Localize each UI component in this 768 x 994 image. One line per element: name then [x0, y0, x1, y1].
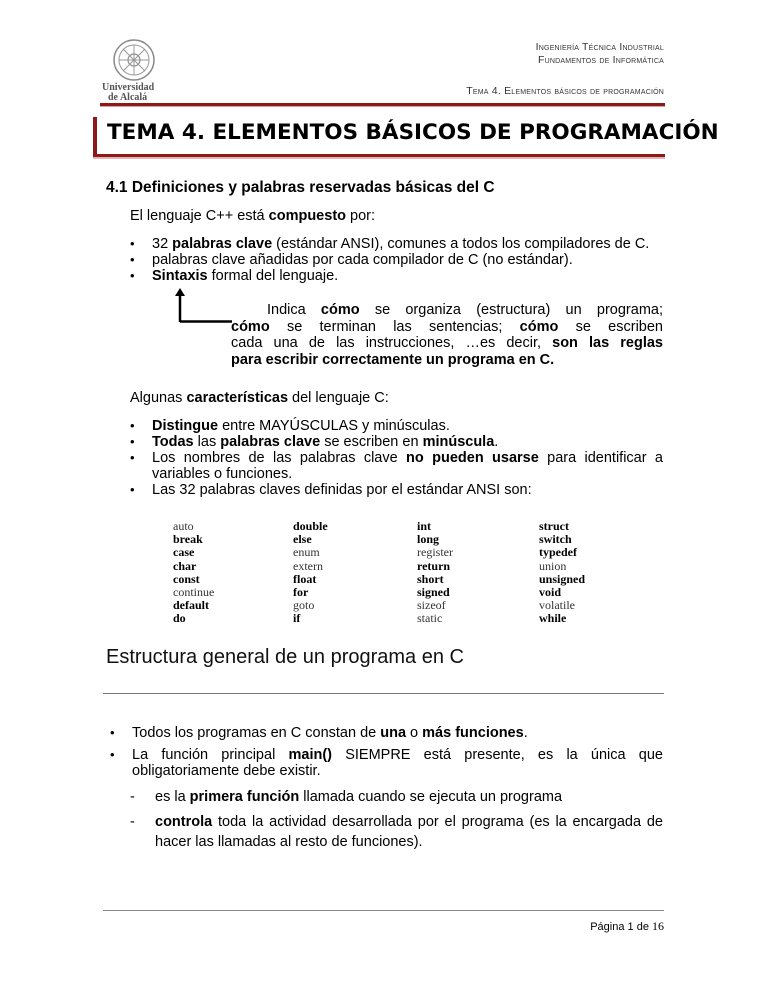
text: se organiza (estructura) un programa; [359, 302, 663, 318]
text: cada una de las instrucciones, …es decir, [231, 335, 553, 351]
text: del lenguaje C: [288, 390, 389, 406]
keyword: int [417, 519, 432, 533]
header-course: Fundamentos de Informática [537, 54, 664, 66]
keyword: sizeof [417, 598, 446, 613]
keyword: extern [293, 558, 323, 573]
bold-text: son las reglas [552, 335, 664, 351]
list-item [127, 252, 663, 268]
features-intro [130, 390, 389, 406]
keyword-column [173, 520, 293, 626]
structure-list [107, 725, 663, 785]
svg-text:de Alcalá: de Alcalá [108, 92, 148, 102]
text-line [231, 302, 663, 319]
university-logo [100, 38, 168, 102]
keyword-column [539, 520, 659, 626]
text: Indica [267, 302, 321, 318]
text: . [523, 725, 528, 741]
keyword: static [417, 611, 443, 626]
bold-text: Distingue [152, 418, 219, 434]
text: La función principal [132, 747, 289, 763]
keyword: void [539, 585, 562, 600]
keyword: break [173, 532, 203, 547]
keyword: if [293, 611, 301, 626]
list-item [127, 434, 663, 450]
keyword: short [417, 571, 444, 586]
list-item [127, 236, 663, 252]
list-item [107, 725, 663, 741]
list-item [107, 747, 663, 779]
arrow-icon [174, 288, 234, 324]
svg-text:Universidad: Universidad [102, 82, 155, 93]
text: 32 [152, 236, 173, 252]
text: . [494, 434, 499, 450]
text: por: [346, 208, 376, 224]
text: Algunas [130, 390, 187, 406]
text: se escriben en [320, 434, 423, 450]
keyword: union [539, 558, 567, 573]
keyword: else [293, 532, 312, 547]
text: se escriben [558, 318, 663, 335]
list-item [127, 418, 663, 434]
composition-list [127, 236, 663, 284]
keyword: register [417, 545, 453, 560]
keyword: case [173, 545, 195, 560]
bold-text: cómo [320, 302, 360, 318]
bold-text: main() [288, 747, 332, 763]
syntax-description [231, 302, 663, 368]
keyword-column [293, 520, 413, 626]
text-line [231, 335, 663, 352]
bold-text: más funciones [422, 725, 524, 741]
text: para identificar a variables o funciones. [152, 450, 663, 482]
keyword: continue [173, 585, 215, 600]
header-topic: Tema 4. Elementos básicos de programación [466, 85, 664, 97]
intro-paragraph [130, 208, 375, 224]
keyword: typedef [539, 545, 577, 560]
section-heading: Estructura general de un programa en C [106, 646, 464, 668]
bold-text: compuesto [268, 208, 346, 224]
list-item [127, 450, 663, 482]
bold-text: para escribir correctamente un programa en C. [231, 351, 555, 368]
page-title: TEMA 4. ELEMENTOS BÁSICOS DE PROGRAMACIÓN [107, 120, 719, 145]
text: toda la actividad desarrollada por el programa (es la encargada de hacer las llamadas al resto de funciones). [155, 814, 663, 850]
text-line [231, 352, 663, 369]
text: palabras clave añadidas por cada compilador de C (no estándar). [152, 252, 573, 268]
text: Todos los programas en C constan de [132, 725, 381, 741]
keyword: for [293, 585, 309, 600]
list-item [127, 482, 663, 498]
bold-text: cómo [519, 318, 559, 335]
text: SIEMPRE está presente, es la única que obligatoriamente debe existir. [132, 747, 663, 779]
keyword: float [293, 571, 317, 586]
bold-text: no pueden usarse [406, 450, 539, 466]
keyword: signed [417, 585, 450, 600]
title-side-bar [93, 117, 97, 157]
text: las [193, 434, 221, 450]
keyword: while [539, 611, 567, 626]
bold-text: minúscula [422, 434, 495, 450]
text: entre MAYÚSCULAS y minúsculas. [218, 418, 450, 434]
bold-text: cómo [231, 318, 270, 335]
keyword: goto [293, 598, 315, 613]
keyword: double [293, 519, 328, 533]
keyword-column [417, 520, 537, 626]
keyword: const [173, 571, 200, 586]
features-list [127, 418, 663, 498]
text: es la [155, 789, 190, 805]
text: (estándar ANSI), comunes a todos los compiladores de C. [272, 236, 650, 252]
header-degree: Ingeniería Técnica Industrial [535, 41, 664, 53]
text: o [406, 725, 423, 741]
keyword: default [173, 598, 209, 613]
keyword: unsigned [539, 571, 586, 586]
keyword: struct [539, 519, 569, 533]
keyword: enum [293, 545, 320, 560]
keyword: char [173, 558, 197, 573]
bold-text: Todas [152, 434, 194, 450]
text: llamada cuando se ejecuta un programa [299, 789, 563, 805]
section-heading: 4.1 Definiciones y palabras reservadas básicas del C [106, 179, 495, 196]
footer-rule [103, 910, 664, 911]
section-rule [103, 693, 664, 694]
bold-text: una [380, 725, 407, 741]
keyword: do [173, 611, 186, 626]
page-label: Página 1 de [590, 921, 652, 933]
bold-text: controla [155, 814, 213, 830]
keyword: long [417, 532, 440, 547]
text-line [231, 319, 663, 336]
keyword: switch [539, 532, 572, 547]
keyword: auto [173, 519, 194, 533]
header-rule-shadow [100, 106, 665, 107]
page-number [590, 919, 664, 934]
list-item [127, 268, 663, 284]
text: se terminan las sentencias; [269, 318, 520, 335]
page-total: 16 [652, 919, 664, 933]
bold-text: Sintaxis [152, 268, 208, 284]
dash-bullet: - [130, 789, 135, 805]
bold-text: primera función [189, 789, 300, 805]
dash-bullet: - [130, 814, 135, 830]
bold-text: palabras clave [172, 236, 273, 252]
bold-text: características [186, 390, 289, 406]
text: El lenguaje C++ está [130, 208, 269, 224]
text: Las 32 palabras claves definidas por el estándar ANSI son: [152, 482, 532, 498]
sub-list-item [130, 787, 663, 807]
keyword: volatile [539, 598, 575, 613]
title-underline-shadow [93, 157, 665, 159]
sub-list-item [130, 812, 663, 852]
keyword: return [417, 558, 451, 573]
bold-text: palabras clave [220, 434, 321, 450]
text: formal del lenguaje. [207, 268, 339, 284]
text: Los nombres de las palabras clave [152, 450, 407, 466]
